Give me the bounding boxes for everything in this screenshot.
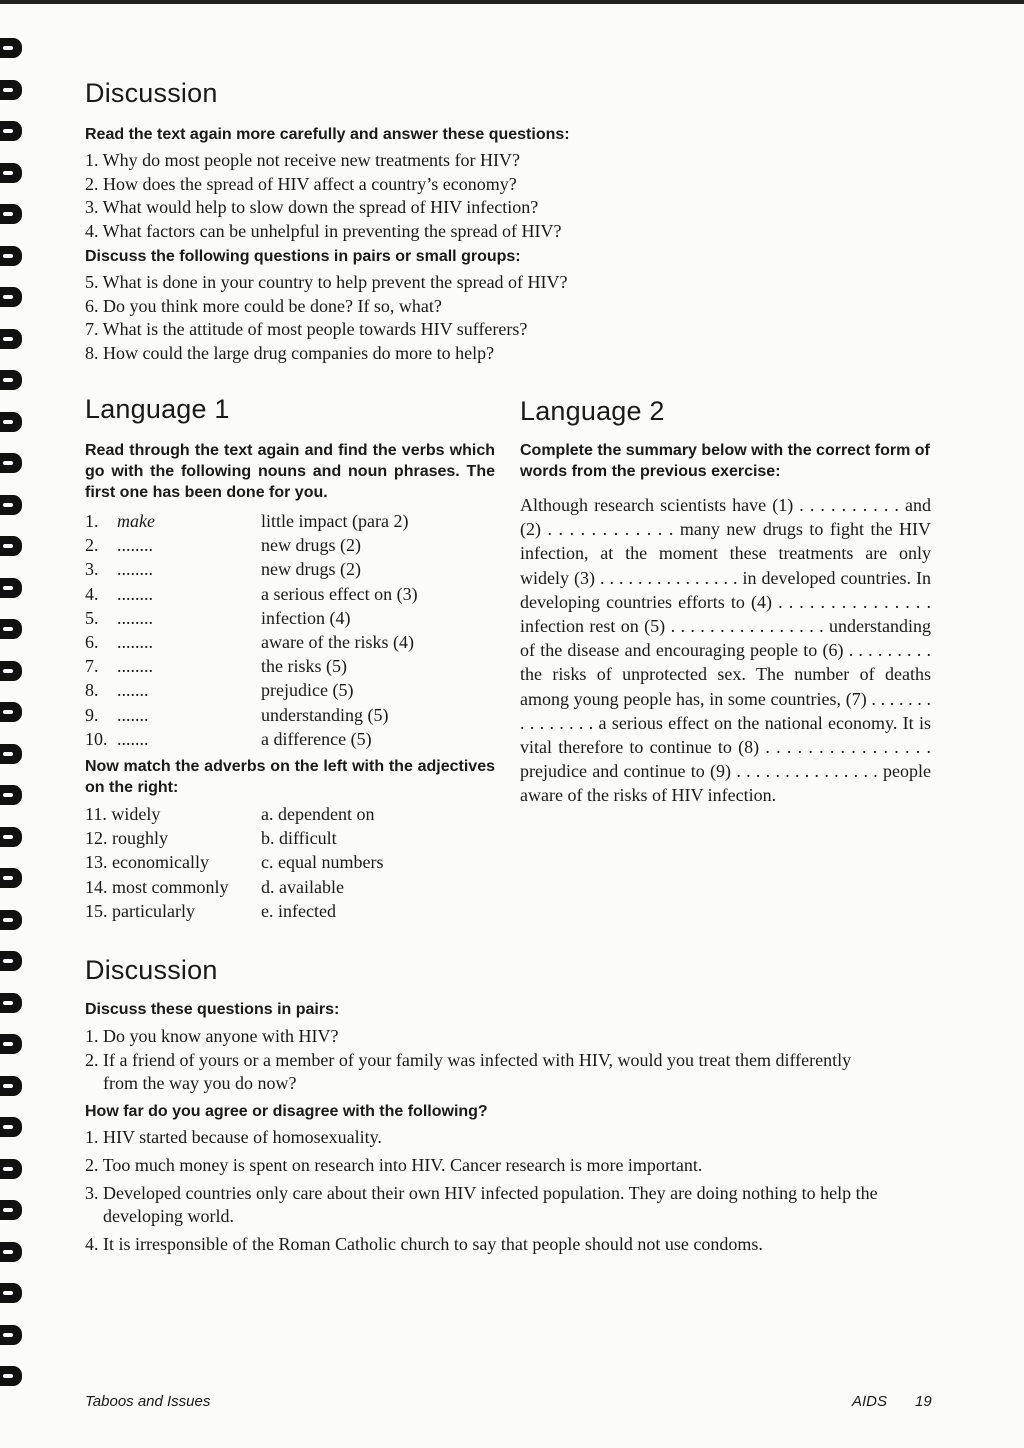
binding-ring xyxy=(0,910,22,930)
verb-blank: ........ xyxy=(117,583,153,604)
noun-phrase: prejudice (5) xyxy=(261,680,354,701)
question-item: 1. Do you know anyone with HIV? xyxy=(85,1026,339,1046)
binding-ring xyxy=(0,1200,22,1220)
footer-book-title: Taboos and Issues xyxy=(85,1393,211,1410)
item-number: 2. xyxy=(85,535,99,556)
question-list xyxy=(85,271,568,365)
noun-phrase: aware of the risks (4) xyxy=(261,632,414,653)
verb-row xyxy=(85,630,485,654)
statement-list xyxy=(85,1126,935,1256)
binding-ring xyxy=(0,1366,22,1386)
verb-row xyxy=(85,606,485,630)
page-top-border xyxy=(0,0,1024,4)
binding-ring xyxy=(0,370,22,390)
noun-phrase: little impact (para 2) xyxy=(261,511,409,531)
item-number: 7. xyxy=(85,656,99,677)
question-item: 6. Do you think more could be done? If so, what? xyxy=(85,295,442,316)
verb-blank: ........ xyxy=(117,656,153,677)
binding-ring xyxy=(0,785,22,805)
binding-ring xyxy=(0,412,22,432)
noun-phrase: a serious effect on (3) xyxy=(261,583,418,604)
binding-ring xyxy=(0,1159,22,1179)
binding-ring xyxy=(0,619,22,639)
item-number: 8. xyxy=(85,680,99,701)
adverb-row xyxy=(85,899,485,923)
verb-row xyxy=(85,533,485,557)
verb-row xyxy=(85,654,485,678)
adjective: c. equal numbers xyxy=(261,852,384,873)
binding-ring xyxy=(0,744,22,764)
instruction: Read through the text again and find the verbs which go with the following nouns and noun phrases. The first one has been done for you. xyxy=(85,442,495,501)
footer-topic: AIDS xyxy=(852,1393,888,1410)
adverb-adjective-list xyxy=(85,802,485,923)
item-number: 4. xyxy=(85,583,99,604)
binding-ring xyxy=(0,578,22,598)
statement-item: 1. HIV started because of homosexuality. xyxy=(85,1127,382,1147)
binding-ring xyxy=(0,1242,22,1262)
section-title-discussion-2: Discussion xyxy=(85,955,218,985)
binding-ring xyxy=(0,453,22,473)
item-number: 3. xyxy=(85,559,99,580)
binding-ring xyxy=(0,827,22,847)
summary-text: Although research scientists have (1) . . . . . . . . . . and (2) . . . . . . . . . . . . many new drugs to fight the HIV infection, at the moment these treatments are only widely (3) . . . . . . . . . . . . . . . in developed countries. In developing countries efforts to (4) . . . . . . . . . . . . . . . infection rest on (5) . . . . . . . . . . . . . . . . understanding of the disease and encouraging people to (6) . . . . . . . . . the risks of unprotected sex. The number of deaths among young people has, in some countries, (7) . . . . . . . . . . . . . . . a serious effect on the national economy. It is vital therefore to continue to (8) . . . . . . . . . . . . . . . . prejudice and continue to (9) . . . . . . . . . . . . . . . people aware of the risks of HIV infection. xyxy=(520,495,931,806)
adjective: d. available xyxy=(261,876,344,897)
adverb-row xyxy=(85,802,485,826)
verb-row xyxy=(85,509,485,533)
binding-ring xyxy=(0,1325,22,1345)
adverb: 13. economically xyxy=(85,852,209,873)
verb-blank: ........ xyxy=(117,559,153,580)
statement-item: 2. Too much money is spent on research into HIV. Cancer research is more important. xyxy=(85,1155,703,1175)
instruction: Read the text again more carefully and answer these questions: xyxy=(85,126,570,143)
question-item: 4. What factors can be unhelpful in preventing the spread of HIV? xyxy=(85,220,562,241)
verb-blank: ....... xyxy=(117,704,149,725)
adjective: b. difficult xyxy=(261,828,337,849)
page-number: 19 xyxy=(915,1393,932,1410)
verb-blank: ........ xyxy=(117,607,153,628)
noun-phrase: new drugs (2) xyxy=(261,535,361,556)
binding-ring xyxy=(0,121,22,141)
adverb: 12. roughly xyxy=(85,828,168,849)
binding-ring xyxy=(0,661,22,681)
item-number: 1. xyxy=(85,511,99,531)
instruction: Discuss the following questions in pairs or small groups: xyxy=(85,248,521,265)
binding-ring xyxy=(0,993,22,1013)
section-title-language-1: Language 1 xyxy=(85,394,230,424)
verb-row xyxy=(85,582,485,606)
verb-row xyxy=(85,678,485,702)
binding-ring xyxy=(0,702,22,722)
item-number: 5. xyxy=(85,607,99,628)
question-item: 3. What would help to slow down the spread of HIV infection? xyxy=(85,197,539,217)
verb-row xyxy=(85,727,485,751)
noun-phrase: infection (4) xyxy=(261,607,351,628)
statement-item: 4. It is irresponsible of the Roman Catholic church to say that people should not use condoms. xyxy=(85,1234,763,1254)
binding-ring xyxy=(0,163,22,183)
instruction: Now match the adverbs on the left with the adjectives on the right: xyxy=(85,758,495,796)
verb-blank: ....... xyxy=(117,680,149,701)
adverb-row xyxy=(85,850,485,874)
verb-blank: ........ xyxy=(117,632,153,653)
binding-ring xyxy=(0,1283,22,1303)
noun-phrase: new drugs (2) xyxy=(261,559,361,580)
binding-ring xyxy=(0,329,22,349)
binding-ring xyxy=(0,1076,22,1096)
binding-ring xyxy=(0,204,22,224)
noun-phrase: the risks (5) xyxy=(261,656,347,677)
binding-ring xyxy=(0,536,22,556)
item-number: 10. xyxy=(85,728,108,749)
binding-ring xyxy=(0,287,22,307)
adverb-row xyxy=(85,875,485,899)
question-item: 8. How could the large drug companies do more to help? xyxy=(85,342,495,363)
adjective: e. infected xyxy=(261,900,336,921)
question-list xyxy=(85,1025,885,1096)
verb-row xyxy=(85,557,485,581)
instruction: Discuss these questions in pairs: xyxy=(85,1001,340,1018)
adjective: a. dependent on xyxy=(261,804,375,824)
instruction: How far do you agree or disagree with the following? xyxy=(85,1103,488,1120)
adverb: 15. particularly xyxy=(85,900,195,921)
example-verb: make xyxy=(117,511,155,531)
binding-ring xyxy=(0,495,22,515)
noun-phrase: understanding (5) xyxy=(261,704,389,725)
verb-blank: ........ xyxy=(117,535,153,556)
question-item: 7. What is the attitude of most people towards HIV sufferers? xyxy=(85,319,528,339)
adverb: 11. widely xyxy=(85,804,161,824)
binding-ring xyxy=(0,246,22,266)
question-item: 2. If a friend of yours or a member of your family was infected with HIV, would you treat them differently from the way you do now? xyxy=(85,1049,852,1093)
adverb: 14. most commonly xyxy=(85,876,229,897)
item-number: 9. xyxy=(85,704,99,725)
question-item: 5. What is done in your country to help prevent the spread of HIV? xyxy=(85,272,568,292)
binding-ring xyxy=(0,1117,22,1137)
binding-ring xyxy=(0,38,22,58)
section-title-discussion: Discussion xyxy=(85,78,218,108)
verb-noun-list xyxy=(85,509,485,751)
question-item: 1. Why do most people not receive new treatments for HIV? xyxy=(85,150,521,170)
binding-ring xyxy=(0,868,22,888)
statement-item: 3. Developed countries only care about their own HIV infected population. They are doing nothing to help the developing world. xyxy=(85,1183,878,1226)
question-list xyxy=(85,149,562,243)
section-title-language-2: Language 2 xyxy=(520,396,665,426)
verb-row xyxy=(85,703,485,727)
binding-ring xyxy=(0,80,22,100)
binding-ring xyxy=(0,1034,22,1054)
verb-blank: ....... xyxy=(117,728,149,749)
binding-ring xyxy=(0,951,22,971)
instruction: Complete the summary below with the correct form of words from the previous exercise: xyxy=(520,442,930,480)
question-item: 2. How does the spread of HIV affect a country’s economy? xyxy=(85,173,517,194)
adverb-row xyxy=(85,826,485,850)
noun-phrase: a difference (5) xyxy=(261,728,372,749)
item-number: 6. xyxy=(85,632,99,653)
